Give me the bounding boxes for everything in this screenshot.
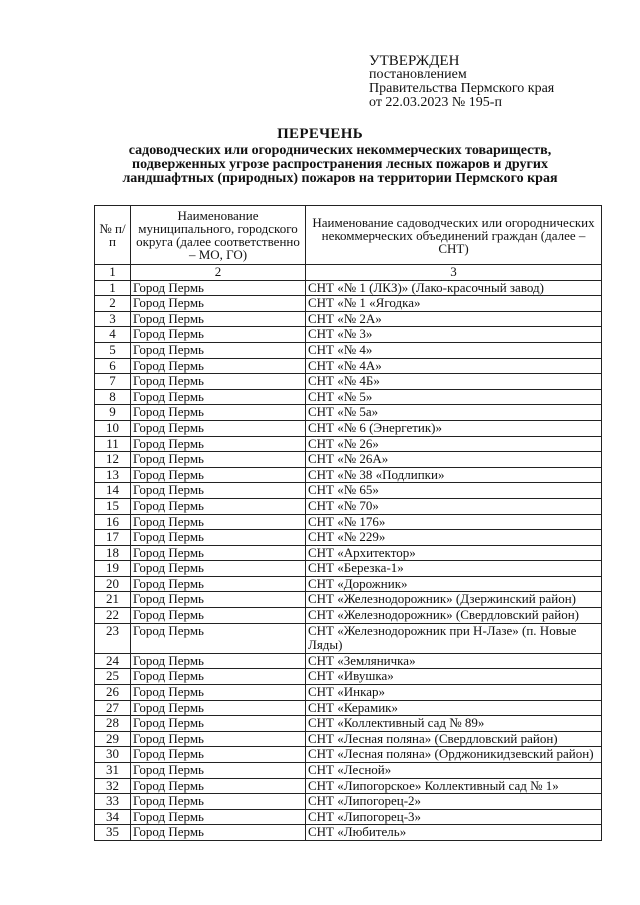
row-number: 24 — [95, 653, 131, 669]
row-municipality: Город Пермь — [131, 327, 306, 343]
row-municipality: Город Пермь — [131, 530, 306, 546]
row-municipality: Город Пермь — [131, 700, 306, 716]
row-snt-name: СНТ «Дорожник» — [306, 576, 602, 592]
row-number: 9 — [95, 405, 131, 421]
row-snt-name: СНТ «Любитель» — [306, 825, 602, 841]
table-row — [95, 809, 602, 825]
approval-heading: УТВЕРЖДЕН — [369, 53, 460, 69]
row-number: 10 — [95, 420, 131, 436]
row-number: 31 — [95, 763, 131, 779]
approval-line-3: от 22.03.2023 № 195-п — [369, 95, 502, 110]
row-number: 11 — [95, 436, 131, 452]
row-municipality: Город Пермь — [131, 778, 306, 794]
row-snt-name: СНТ «Липогорец-2» — [306, 794, 602, 810]
row-snt-name: СНТ «Архитектор» — [306, 545, 602, 561]
table-row — [95, 389, 602, 405]
row-municipality: Город Пермь — [131, 420, 306, 436]
row-number: 2 — [95, 296, 131, 312]
row-municipality: Город Пермь — [131, 296, 306, 312]
row-number: 30 — [95, 747, 131, 763]
table-row — [95, 623, 602, 653]
header-municipality: Наименование муниципального, городского округа (далее соответственно – МО, ГО) — [131, 206, 306, 265]
row-snt-name: СНТ «№ 6 (Энергетик)» — [306, 420, 602, 436]
row-snt-name: СНТ «№ 65» — [306, 483, 602, 499]
row-number: 4 — [95, 327, 131, 343]
row-number: 6 — [95, 358, 131, 374]
row-number: 32 — [95, 778, 131, 794]
row-snt-name: СНТ «№ 2А» — [306, 311, 602, 327]
row-municipality: Город Пермь — [131, 545, 306, 561]
row-municipality: Город Пермь — [131, 389, 306, 405]
row-municipality: Город Пермь — [131, 747, 306, 763]
row-number: 12 — [95, 452, 131, 468]
table-row — [95, 731, 602, 747]
row-snt-name: СНТ «№ 38 «Подлипки» — [306, 467, 602, 483]
column-number-1: 1 — [95, 265, 131, 281]
row-municipality: Город Пермь — [131, 716, 306, 732]
row-municipality: Город Пермь — [131, 825, 306, 841]
approval-block — [369, 54, 554, 110]
row-number: 18 — [95, 545, 131, 561]
table-row — [95, 825, 602, 841]
document-title: ПЕРЕЧЕНЬ — [277, 126, 363, 142]
table-row — [95, 747, 602, 763]
row-municipality: Город Пермь — [131, 483, 306, 499]
row-municipality: Город Пермь — [131, 561, 306, 577]
table-row — [95, 576, 602, 592]
table-row — [95, 763, 602, 779]
row-snt-name: СНТ «№ 4Б» — [306, 374, 602, 390]
row-snt-name: СНТ «Лесная поляна» (Орджоникидзевский район) — [306, 747, 602, 763]
row-snt-name: СНТ «Ивушка» — [306, 669, 602, 685]
row-municipality: Город Пермь — [131, 436, 306, 452]
row-snt-name: СНТ «Земляничка» — [306, 653, 602, 669]
table-row — [95, 420, 602, 436]
approval-line-1: постановлением — [369, 67, 467, 82]
row-snt-name: СНТ «№ 26» — [306, 436, 602, 452]
row-snt-name: СНТ «Липогорец-3» — [306, 809, 602, 825]
table-row — [95, 342, 602, 358]
row-municipality: Город Пермь — [131, 592, 306, 608]
row-snt-name: СНТ «№ 4» — [306, 342, 602, 358]
row-municipality: Город Пермь — [131, 514, 306, 530]
column-number-2: 2 — [131, 265, 306, 281]
row-snt-name: СНТ «№ 1 (ЛКЗ)» (Лако-красочный завод) — [306, 280, 602, 296]
table-row — [95, 358, 602, 374]
header-snt-name: Наименование садоводческих или огороднических некоммерческих объединений граждан (далее – СНТ) — [306, 206, 602, 265]
row-snt-name: СНТ «Лесная поляна» (Свердловский район) — [306, 731, 602, 747]
row-snt-name: СНТ «№ 70» — [306, 498, 602, 514]
row-number: 7 — [95, 374, 131, 390]
row-snt-name: СНТ «№ 3» — [306, 327, 602, 343]
table-row — [95, 514, 602, 530]
row-municipality: Город Пермь — [131, 467, 306, 483]
row-snt-name: СНТ «№ 4А» — [306, 358, 602, 374]
table-row — [95, 700, 602, 716]
table-row — [95, 778, 602, 794]
row-snt-name: СНТ «№ 26А» — [306, 452, 602, 468]
document-subtitle: садоводческих или огороднических некоммерческих товариществ, подверженных угрозе распространения лесных пожаров и других ландшафтных (природных) пожаров на территории Пермского края — [122, 143, 558, 186]
row-number: 3 — [95, 311, 131, 327]
row-number: 26 — [95, 685, 131, 701]
row-municipality: Город Пермь — [131, 623, 306, 653]
row-snt-name: СНТ «Железнодорожник при Н-Лазе» (п. Новые Ляды) — [306, 623, 602, 653]
column-number-row — [95, 265, 602, 281]
row-snt-name: СНТ «Железнодорожник» (Дзержинский район) — [306, 592, 602, 608]
table-header-row — [95, 206, 602, 265]
row-number: 23 — [95, 623, 131, 653]
table-row — [95, 794, 602, 810]
row-snt-name: СНТ «Липогорское» Коллективный сад № 1» — [306, 778, 602, 794]
row-municipality: Город Пермь — [131, 405, 306, 421]
row-municipality: Город Пермь — [131, 608, 306, 624]
table-row — [95, 716, 602, 732]
row-snt-name: СНТ «Железнодорожник» (Свердловский район) — [306, 608, 602, 624]
row-snt-name: СНТ «Инкар» — [306, 685, 602, 701]
approval-line-2: Правительства Пермского края — [369, 81, 555, 96]
row-number: 16 — [95, 514, 131, 530]
row-number: 14 — [95, 483, 131, 499]
row-snt-name: СНТ «№ 5а» — [306, 405, 602, 421]
table-row — [95, 653, 602, 669]
header-number: № п/п — [95, 206, 131, 265]
row-number: 29 — [95, 731, 131, 747]
row-number: 20 — [95, 576, 131, 592]
table-row — [95, 498, 602, 514]
table-row — [95, 467, 602, 483]
row-number: 19 — [95, 561, 131, 577]
table-row — [95, 405, 602, 421]
column-number-3: 3 — [306, 265, 602, 281]
row-number: 22 — [95, 608, 131, 624]
table-row — [95, 483, 602, 499]
table-row — [95, 545, 602, 561]
table-row — [95, 592, 602, 608]
row-number: 28 — [95, 716, 131, 732]
table-row — [95, 327, 602, 343]
table-row — [95, 436, 602, 452]
row-number: 35 — [95, 825, 131, 841]
table-row — [95, 669, 602, 685]
row-snt-name: СНТ «Коллективный сад № 89» — [306, 716, 602, 732]
row-snt-name: СНТ «№ 5» — [306, 389, 602, 405]
snt-table — [94, 205, 602, 841]
row-snt-name: СНТ «№ 1 «Ягодка» — [306, 296, 602, 312]
row-number: 25 — [95, 669, 131, 685]
row-municipality: Город Пермь — [131, 685, 306, 701]
row-number: 5 — [95, 342, 131, 358]
row-municipality: Город Пермь — [131, 763, 306, 779]
row-snt-name: СНТ «Керамик» — [306, 700, 602, 716]
table-row — [95, 608, 602, 624]
row-snt-name: СНТ «Березка-1» — [306, 561, 602, 577]
row-municipality: Город Пермь — [131, 576, 306, 592]
row-snt-name: СНТ «№ 229» — [306, 530, 602, 546]
table-row — [95, 452, 602, 468]
row-municipality: Город Пермь — [131, 809, 306, 825]
table-row — [95, 530, 602, 546]
row-municipality: Город Пермь — [131, 311, 306, 327]
row-municipality: Город Пермь — [131, 280, 306, 296]
row-municipality: Город Пермь — [131, 452, 306, 468]
row-municipality: Город Пермь — [131, 794, 306, 810]
row-municipality: Город Пермь — [131, 653, 306, 669]
row-number: 21 — [95, 592, 131, 608]
row-number: 33 — [95, 794, 131, 810]
table-row — [95, 685, 602, 701]
row-snt-name: СНТ «№ 176» — [306, 514, 602, 530]
row-number: 1 — [95, 280, 131, 296]
table-row — [95, 311, 602, 327]
row-municipality: Город Пермь — [131, 731, 306, 747]
row-municipality: Город Пермь — [131, 669, 306, 685]
row-number: 17 — [95, 530, 131, 546]
table-row — [95, 296, 602, 312]
row-number: 8 — [95, 389, 131, 405]
row-number: 27 — [95, 700, 131, 716]
row-number: 34 — [95, 809, 131, 825]
row-number: 15 — [95, 498, 131, 514]
table-row — [95, 280, 602, 296]
table-row — [95, 561, 602, 577]
row-snt-name: СНТ «Лесной» — [306, 763, 602, 779]
row-number: 13 — [95, 467, 131, 483]
table-row — [95, 374, 602, 390]
row-municipality: Город Пермь — [131, 374, 306, 390]
row-municipality: Город Пермь — [131, 498, 306, 514]
row-municipality: Город Пермь — [131, 342, 306, 358]
row-municipality: Город Пермь — [131, 358, 306, 374]
